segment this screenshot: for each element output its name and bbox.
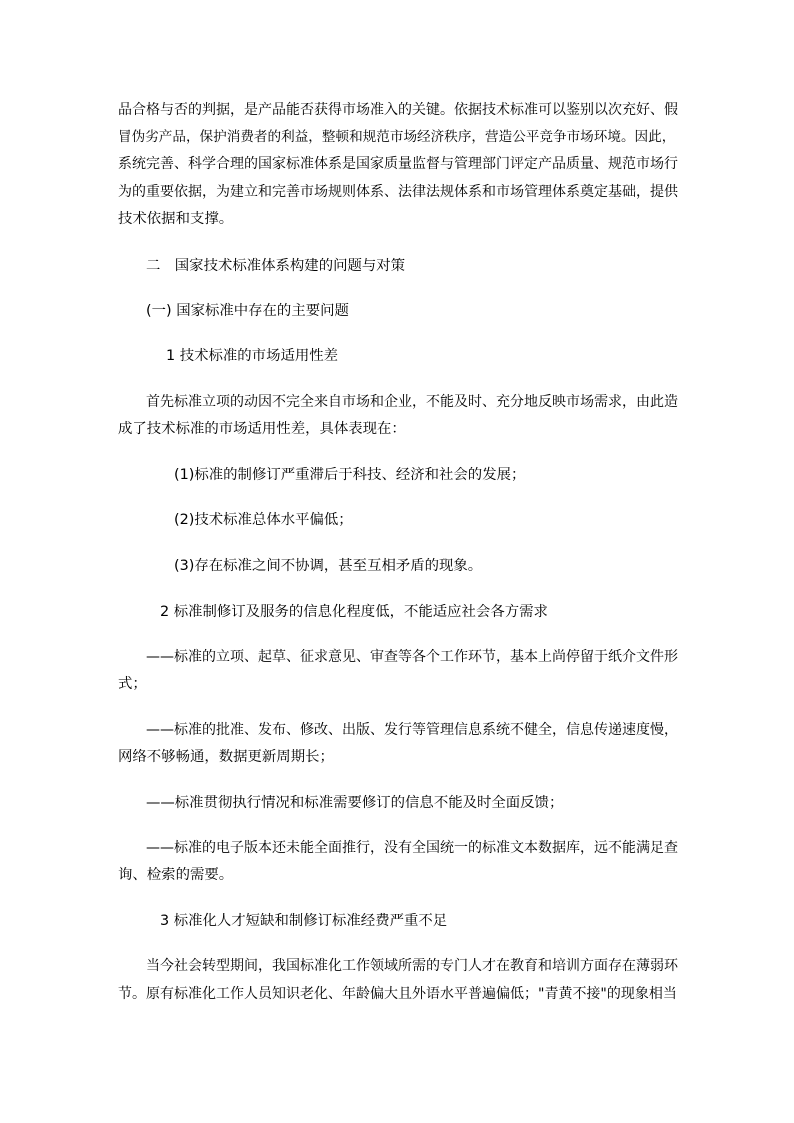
paragraph-line: 网络不够畅通，数据更新周期长； [118, 749, 334, 765]
paragraph-line: 式； [118, 676, 147, 692]
paragraph-line: 节。原有标准化工作人员知识老化、年龄偏大且外语水平普遍偏低；"青黄不接"的现象相当 [118, 986, 677, 1002]
paragraph-line: 冒伪劣产品，保护消费者的利益，整顿和规范市场经济秩序，营造公平竞争市场环境。因此， [118, 129, 676, 145]
paragraph-line: 技术依据和支撑。 [118, 211, 234, 227]
list-item: (3)存在标准之间不协调，甚至互相矛盾的现象。 [174, 558, 483, 574]
paragraph-line: ——标准的立项、起草、征求意见、审查等各个工作环节，基本上尚停留于纸介文件形 [146, 649, 678, 665]
paragraph-line: 当今社会转型期间，我国标准化工作领域所需的专门人才在教育和培训方面存在薄弱环 [146, 958, 678, 974]
paragraph-line: 品合格与否的判据，是产品能否获得市场准入的关键。依据技术标准可以鉴别以次充好、假 [118, 102, 678, 118]
list-item: (1)标准的制修订严重滞后于科技、经济和社会的发展； [174, 467, 526, 483]
item-heading: 1 技术标准的市场适用性差 [166, 348, 339, 364]
paragraph-line: 询、检索的需要。 [118, 867, 234, 883]
paragraph-line: 成了技术标准的市场适用性差，具体表现在： [118, 421, 406, 437]
paragraph-line: 系统完善、科学合理的国家标准体系是国家质量监督与管理部门评定产品质量、规范市场行 [118, 156, 678, 172]
item-heading: 2 标准制修订及服务的信息化程度低，不能适应社会各方需求 [160, 604, 548, 620]
paragraph-line: ——标准的批准、发布、修改、出版、发行等管理信息系统不健全，信息传递速度慢， [146, 722, 678, 738]
subsection-heading: (一) 国家标准中存在的主要问题 [146, 303, 349, 319]
paragraph-line: ——标准贯彻执行情况和标准需要修订的信息不能及时全面反馈； [146, 795, 564, 811]
list-item: (2)技术标准总体水平偏低； [174, 512, 353, 528]
item-heading: 3 标准化人才短缺和制修订标准经费严重不足 [160, 913, 448, 929]
paragraph-line: 为的重要依据，为建立和完善市场规则体系、法律法规体系和市场管理体系奠定基础，提供 [118, 184, 678, 200]
section-heading: 二 国家技术标准体系构建的问题与对策 [146, 258, 406, 274]
paragraph-line: 首先标准立项的动因不完全来自市场和企业，不能及时、充分地反映市场需求，由此造 [146, 394, 678, 410]
paragraph-line: ——标准的电子版本还未能全面推行，没有全国统一的标准文本数据库，远不能满足查 [146, 840, 678, 856]
